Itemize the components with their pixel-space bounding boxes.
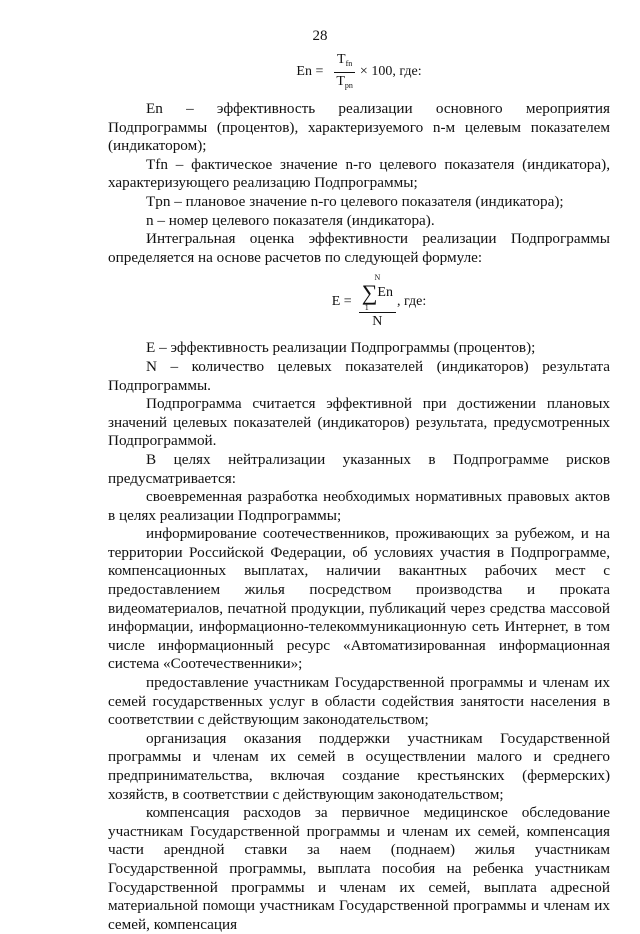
paragraph-effectiveness-criterion: Подпрограмма считается эффективной при достижении плановых значений целевых показателей (индикаторов) результата, предусмотренных Подпрограммой. [108,395,610,450]
sum-term: En [377,285,393,301]
sum-lower-limit: 1 [359,304,396,313]
paragraph-business-support: организация оказания поддержки участникам Государственной программы и членам их семей в осуществлении малого и среднего предпринимательства, включая создание крестьянских (фермерских) хозяйств, в соответствии с действующим законодательством; [108,729,610,803]
formula-fraction [333,51,356,94]
paragraph-employment-services: предоставление участникам Государственной программы и членам их семей государственных услуг в области содействия занятости населения в соответствии с действующим законодательством; [108,674,610,729]
integral-denominator: N [372,314,383,330]
numerator-symbol: T [337,51,346,67]
formula-lhs: En = [296,63,324,79]
fraction-numerator [334,51,355,73]
document-body [108,48,610,934]
paragraph-tfn-definition: Tfn – фактическое значение n-го целевого показателя (индикатора), характеризующего реализацию Подпрограммы; [108,155,610,192]
sigma-symbol: ∑ [361,280,378,306]
denominator-subscript: pn [344,80,353,90]
paragraph-tpn-definition: Tpn – плановое значение n-го целевого показателя (индикатора); [146,192,564,210]
paragraph-n-definition: n – номер целевого показателя (индикатора). [146,211,435,229]
efficiency-formula [108,50,610,94]
page-number: 28 [312,28,328,44]
paragraph-legal-acts: своевременная разработка необходимых нормативных правовых актов в целях реализации Подпрограммы; [108,488,610,524]
paragraph-integral-assessment: Интегральная оценка эффективности реализации Подпрограммы определяется на основе расчетов по следующей формуле: [108,230,610,266]
sum-upper-limit: N [374,273,381,283]
numerator-subscript: fn [345,58,353,68]
sum-block [362,273,393,313]
integral-formula [148,269,610,335]
integral-formula-lhs: E = [331,294,352,310]
paragraph-en-definition: En – эффективность реализации основного мероприятия Подпрограммы (процентов), характеризуемого n-м целевым показателем (индикатором); [108,100,610,155]
paragraph-risk-neutralization: В целях нейтрализации указанных в Подпрограмме рисков предусматривается: [108,450,610,487]
fraction-denominator [333,73,356,94]
integral-fraction [362,273,393,331]
integral-formula-rest: , где: [396,294,427,310]
paragraph-n-count-definition: N – количество целевых показателей (индикаторов) результата Подпрограммы. [108,357,610,394]
denominator-symbol: T [336,73,345,89]
formula-rest: × 100, где: [359,63,422,79]
sum-row [362,282,393,304]
paragraph-compensation: компенсация расходов за первичное медицинское обследование участникам Государственной программы и членам их семей, компенсация части арендной ставки за наем (поднаем) жилья участникам Государственной программы, выплата пособия на ребенка участникам Государственной программы и членам их семей, выплата адресной материальной помощи участникам Государственной программы и членам их семей, компенсация [108,804,610,933]
paragraph-e-definition: E – эффективность реализации Подпрограммы (процентов); [146,339,536,357]
paragraph-informing: информирование соотечественников, проживающих за рубежом, и на территории Российской Федерации, об условиях участия в Подпрограмме, компенсационных выплатах, наличии вакантных рабочих мест с предоставлением жилья посредством производства и проката видеоматериалов, печатной продукции, публикаций через средства массовой информации, информационно-телекоммуникационную сеть Интернет, в том числе информационный ресурс «Автоматизированная информационная система «Соотечественники»; [108,525,610,673]
